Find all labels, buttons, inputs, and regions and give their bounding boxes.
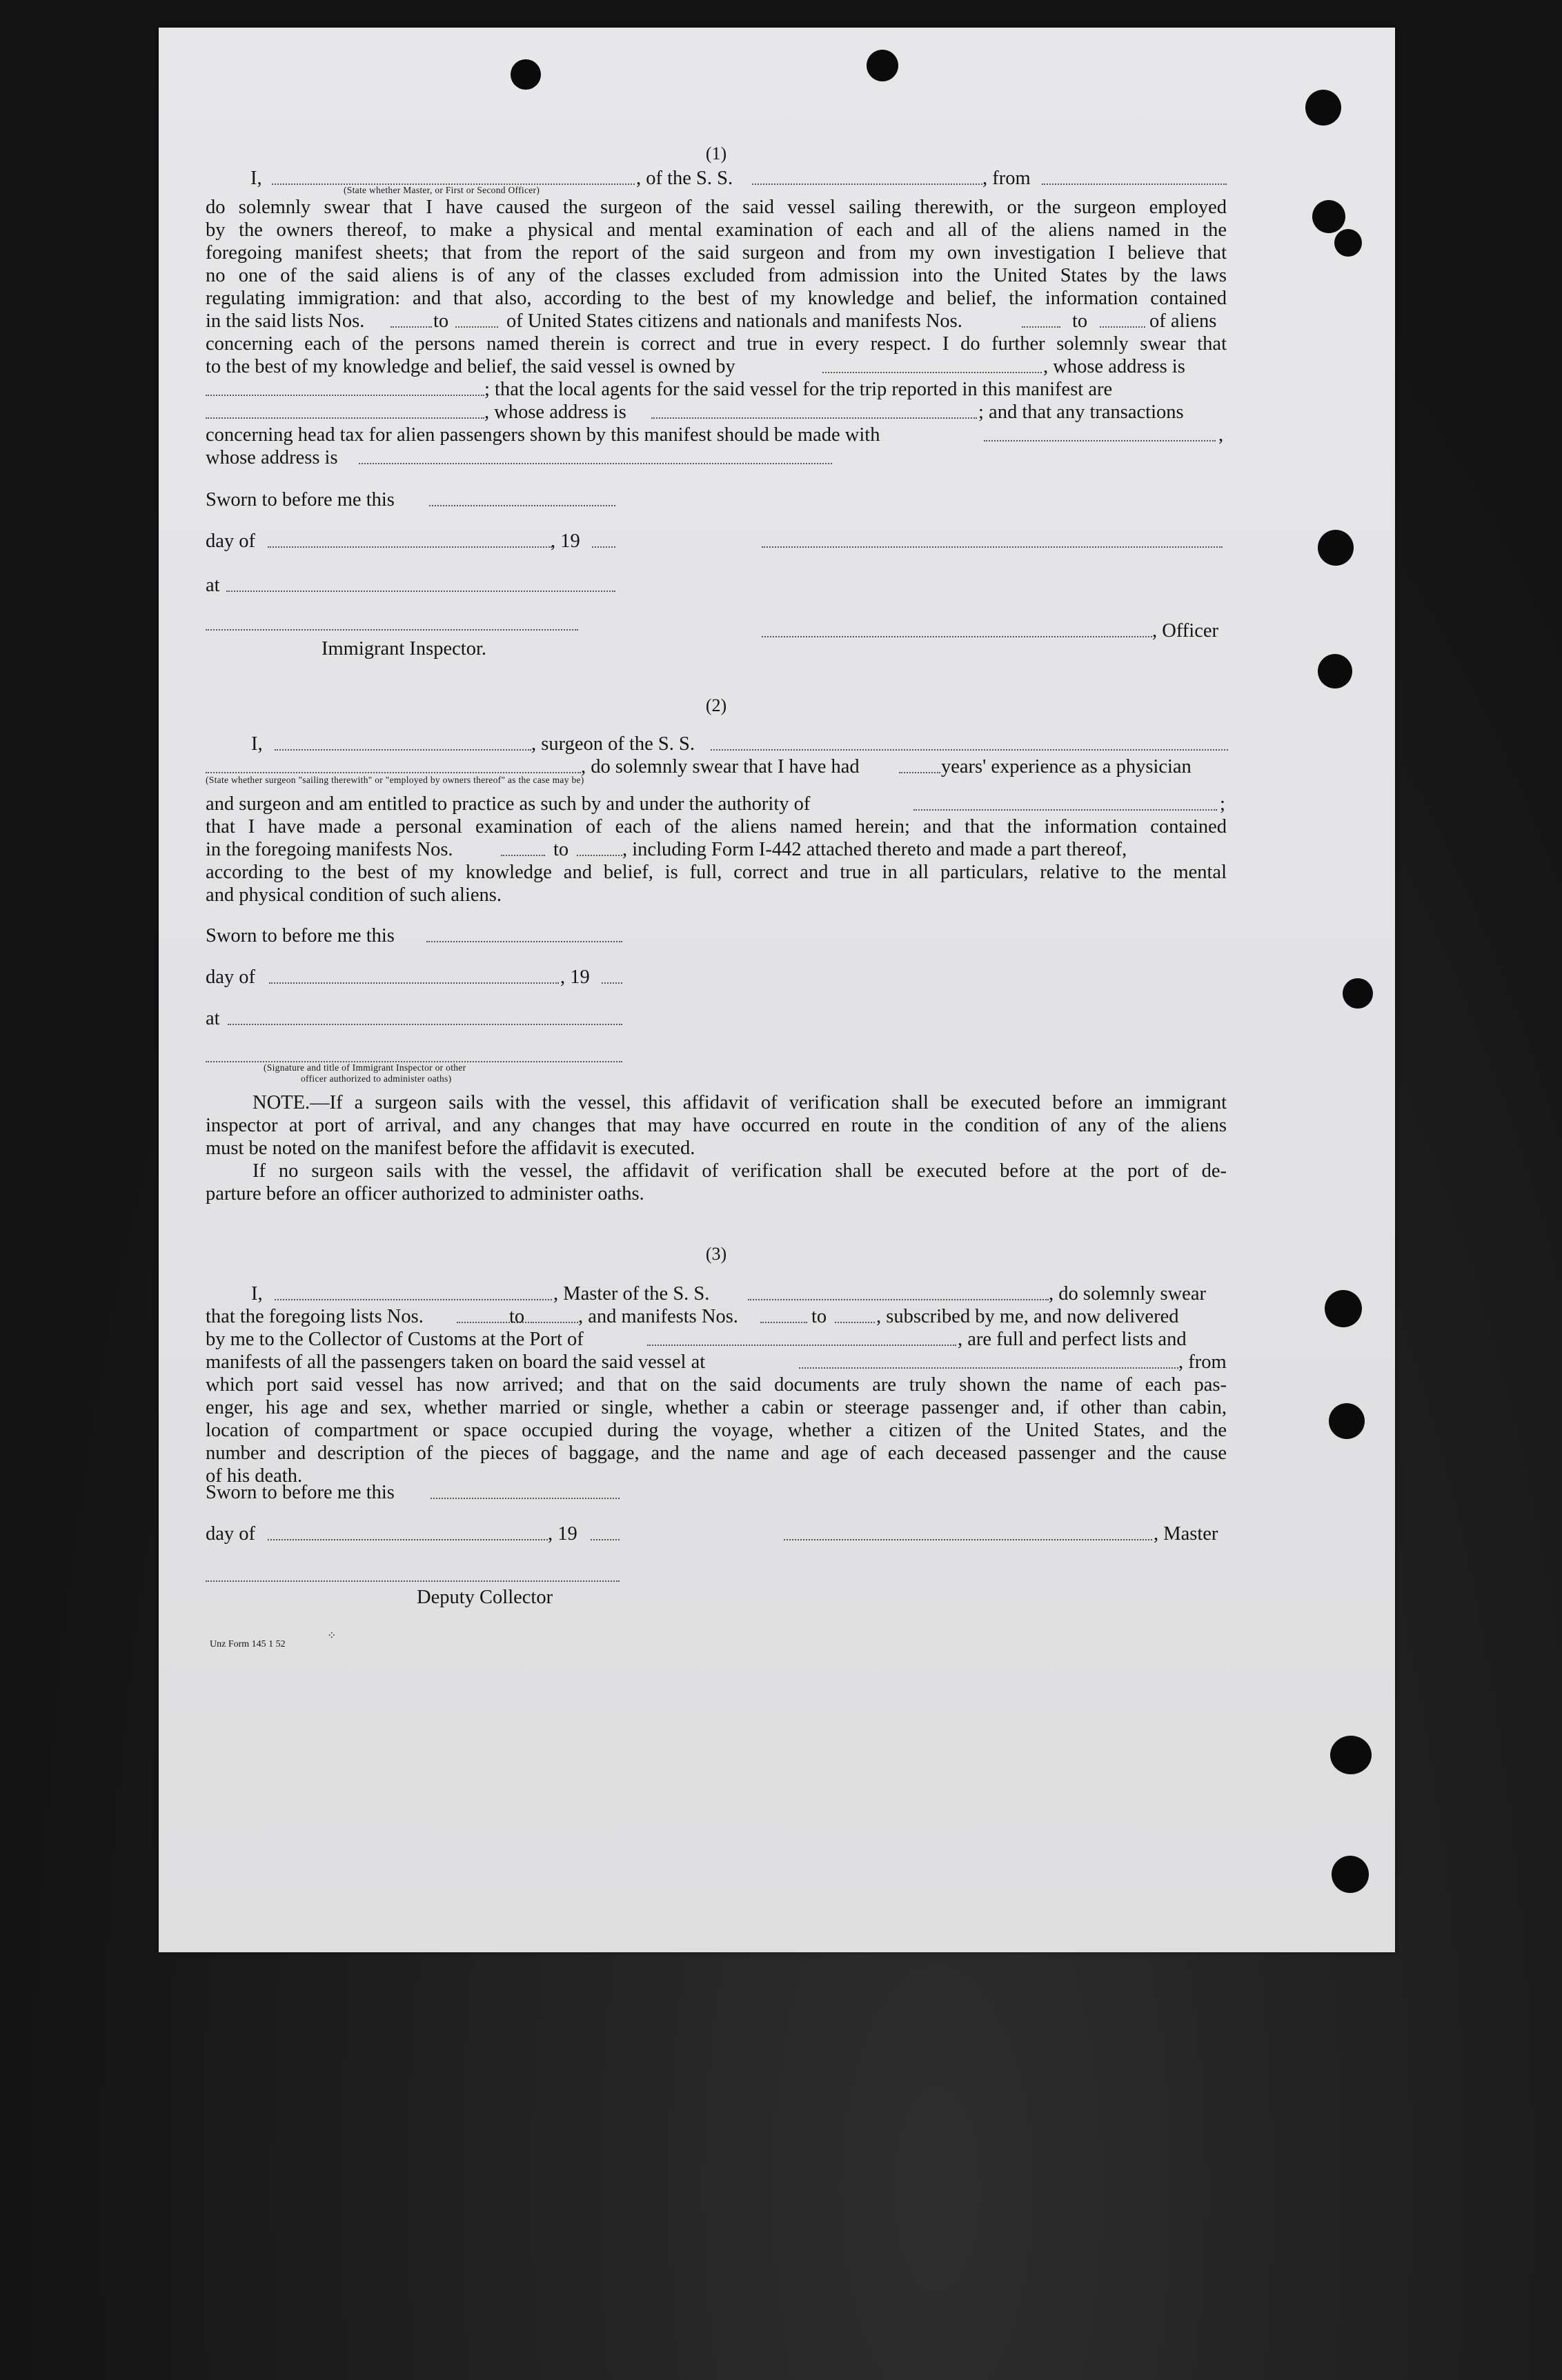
sworn-line: Sworn to before me this: [206, 924, 1227, 966]
punch-hole: [867, 50, 898, 81]
blank-field[interactable]: [275, 733, 531, 751]
text-line: enger, his age and sex, whether married or single, whether a cabin or steerage passenger and, if other than cabin,: [206, 1397, 1227, 1418]
section-3: [206, 1242, 1227, 1614]
experience-line: , do solemnly swear that I have had years' experience as a physician: [206, 755, 1227, 775]
signature-field[interactable]: [784, 1523, 1152, 1540]
blank-field[interactable]: [591, 1523, 620, 1540]
text-line: regulating immigration: and that also, according to the best of my knowledge and belief, the information contained: [206, 288, 1227, 309]
blank-field[interactable]: [592, 530, 615, 548]
punch-hole: [1334, 229, 1362, 257]
day-line: day of , 19: [206, 530, 1227, 574]
punch-hole: [1325, 1290, 1362, 1327]
blank-field[interactable]: [1100, 310, 1145, 328]
blank-field[interactable]: [268, 530, 552, 548]
day-line: day of , 19 , Master: [206, 1523, 1218, 1545]
blank-field[interactable]: [760, 1305, 807, 1323]
lists-line: in the said lists Nos. to of United States citizens and nationals and manifests Nos. to of aliens: [206, 310, 1217, 332]
blank-field[interactable]: [899, 755, 940, 773]
blank-field[interactable]: [651, 401, 977, 419]
punch-hole: [511, 59, 541, 90]
deputy-signature-line: [206, 1564, 1227, 1586]
blank-field[interactable]: [533, 1305, 578, 1323]
text-line: by the owners thereof, to make a physical and mental examination of each and all of the aliens named in the: [206, 219, 1227, 241]
signature-line: [206, 1044, 1227, 1062]
at-line: at: [206, 574, 1227, 613]
blank-field[interactable]: [799, 1351, 1178, 1369]
text-line: number and description of the pieces of baggage, and the name and age of each deceased passenger and the cause: [206, 1442, 1227, 1464]
punch-hole: [1343, 978, 1373, 1009]
agents-line: ; that the local agents for the said vessel for the trip reported in this manifest are: [206, 378, 1227, 401]
punch-hole: [1330, 1736, 1372, 1774]
blank-field[interactable]: [206, 378, 484, 396]
note-paragraph: NOTE.—If a surgeon sails with the vessel, this affidavit of verification shall be executed before an immigrant inspector at port of arrival, and any changes that may have occurred en route in the condition of any of the aliens must be noted on the manifest before the affidavit is executed. If no surgeon sails with the vessel, the affidavit of verification shall be executed before at the port of de- parture before an officer authorized to administer oaths.: [206, 1092, 1227, 1204]
punch-hole: [1318, 530, 1354, 566]
signature-field[interactable]: [206, 1564, 620, 1582]
inspector-line: Immigrant Inspector.: [322, 638, 487, 660]
signature-field[interactable]: [762, 530, 1223, 548]
punch-hole: [1305, 90, 1341, 126]
field-hint: (State whether surgeon "sailing therewith" or "employed by owners thereof" as the case may be): [206, 775, 584, 785]
punch-hole: [1318, 654, 1352, 688]
section-number: (1): [705, 143, 727, 163]
signature-field[interactable]: [762, 619, 1152, 637]
section-number: (3): [705, 1244, 727, 1264]
sworn-line: Sworn to before me this: [206, 1481, 1227, 1523]
blank-field[interactable]: [822, 355, 1042, 373]
signature-hint: officer authorized to administer oaths): [301, 1073, 452, 1084]
officer-line: , Officer: [206, 613, 1227, 637]
manifests-line: in the foregoing manifests Nos. to , including Form I-442 attached thereto and made a part thereof,: [206, 839, 1127, 860]
surgeon-line: I, , surgeon of the S. S.: [206, 733, 1227, 755]
blank-field[interactable]: [711, 733, 1228, 751]
blank-field[interactable]: [431, 1481, 620, 1499]
blank-field[interactable]: [226, 574, 615, 592]
text-line: according to the best of my knowledge and belief, is full, correct and true in all particulars, relative to the mental: [206, 862, 1227, 883]
at-line: at: [206, 1007, 1227, 1044]
blank-field[interactable]: [268, 1523, 548, 1540]
punch-hole: [1329, 1403, 1365, 1439]
blank-field[interactable]: [206, 401, 484, 419]
master-line: I, , Master of the S. S. , do solemnly swear: [251, 1283, 1206, 1305]
blank-field[interactable]: [359, 446, 832, 464]
blank-field[interactable]: [602, 966, 622, 984]
blank-field[interactable]: [1022, 310, 1060, 328]
agents-address-line: , whose address is ; and that any transactions: [206, 401, 1227, 424]
text-line: that I have made a personal examination of each of the aliens named herein; and that the information contained: [206, 816, 1227, 837]
form-code: Unz Form 145 1 52 ⁘: [206, 1633, 1227, 1647]
blank-field[interactable]: [390, 310, 432, 328]
text-line: no one of the said aliens is of any of the classes excluded from admission into the United States by the laws: [206, 265, 1227, 286]
blank-field[interactable]: [748, 1282, 1049, 1300]
blank-field[interactable]: [647, 1328, 956, 1346]
signature-field[interactable]: [206, 613, 578, 631]
blank-field[interactable]: [206, 755, 581, 773]
affidavit-content: [206, 117, 1227, 1647]
blank-field[interactable]: [577, 838, 622, 856]
blank-field[interactable]: [501, 838, 545, 856]
text-line: and physical condition of such aliens.: [206, 884, 502, 906]
sworn-line: Sworn to before me this: [206, 488, 1227, 530]
signature-field[interactable]: [206, 1044, 622, 1062]
lists-line: that the foregoing lists Nos. to , and manifests Nos. to , subscribed by me, and now delivered: [206, 1306, 1179, 1327]
authority-line: and surgeon and am entitled to practice as such by and under the authority of ;: [206, 793, 1225, 815]
deputy-line: Deputy Collector: [417, 1587, 553, 1608]
blank-field[interactable]: [269, 966, 559, 984]
blank-field[interactable]: [455, 310, 498, 328]
text-line: of his death.: [206, 1465, 303, 1487]
ink-speck: ⁘: [327, 1630, 337, 1642]
port-line: by me to the Collector of Customs at the Port of , are full and perfect lists and: [206, 1329, 1187, 1350]
master-line: I, , of the S. S. , from: [206, 167, 1227, 182]
headtax-line: concerning head tax for alien passengers shown by this manifest should be made with ,: [206, 424, 1224, 446]
text-line: foregoing manifest sheets; that from the report of the said surgeon and from my own investigation I believe that: [206, 242, 1227, 264]
blank-field[interactable]: [228, 1007, 622, 1025]
blank-field[interactable]: [913, 793, 1217, 811]
field-hint: (State whether Master, or First or Second Officer): [344, 185, 540, 195]
blank-field[interactable]: [426, 924, 622, 942]
section-1: [206, 142, 1227, 665]
day-line: day of , 19: [206, 966, 1227, 1007]
owner-line: to the best of my knowledge and belief, the said vessel is owned by , whose address is: [206, 356, 1185, 377]
blank-field[interactable]: [429, 488, 615, 506]
blank-field[interactable]: [275, 1282, 552, 1300]
blank-field[interactable]: [984, 424, 1216, 442]
signature-hint: (Signature and title of Immigrant Inspector or other: [264, 1062, 466, 1073]
section-number: (2): [705, 695, 727, 715]
text-line: concerning each of the persons named therein is correct and true in every respect. I do further solemnly swear that: [206, 333, 1227, 355]
text-line: which port said vessel has now arrived; and that on the said documents are truly shown the name of each pas-: [206, 1374, 1227, 1396]
punch-hole: [1312, 200, 1345, 233]
section-2: [206, 694, 1227, 1205]
headtax-address-line: whose address is: [206, 446, 1227, 469]
blank-field[interactable]: [835, 1305, 875, 1323]
text-line: location of compartment or space occupied during the voyage, whether a citizen of the United States, and the: [206, 1420, 1227, 1441]
punch-hole: [1332, 1856, 1369, 1893]
document-page: [159, 28, 1395, 1952]
text-line: do solemnly swear that I have caused the surgeon of the said vessel sailing therewith, or the surgeon employed: [206, 197, 1227, 218]
boarded-line: manifests of all the passengers taken on board the said vessel at , from: [206, 1351, 1227, 1373]
